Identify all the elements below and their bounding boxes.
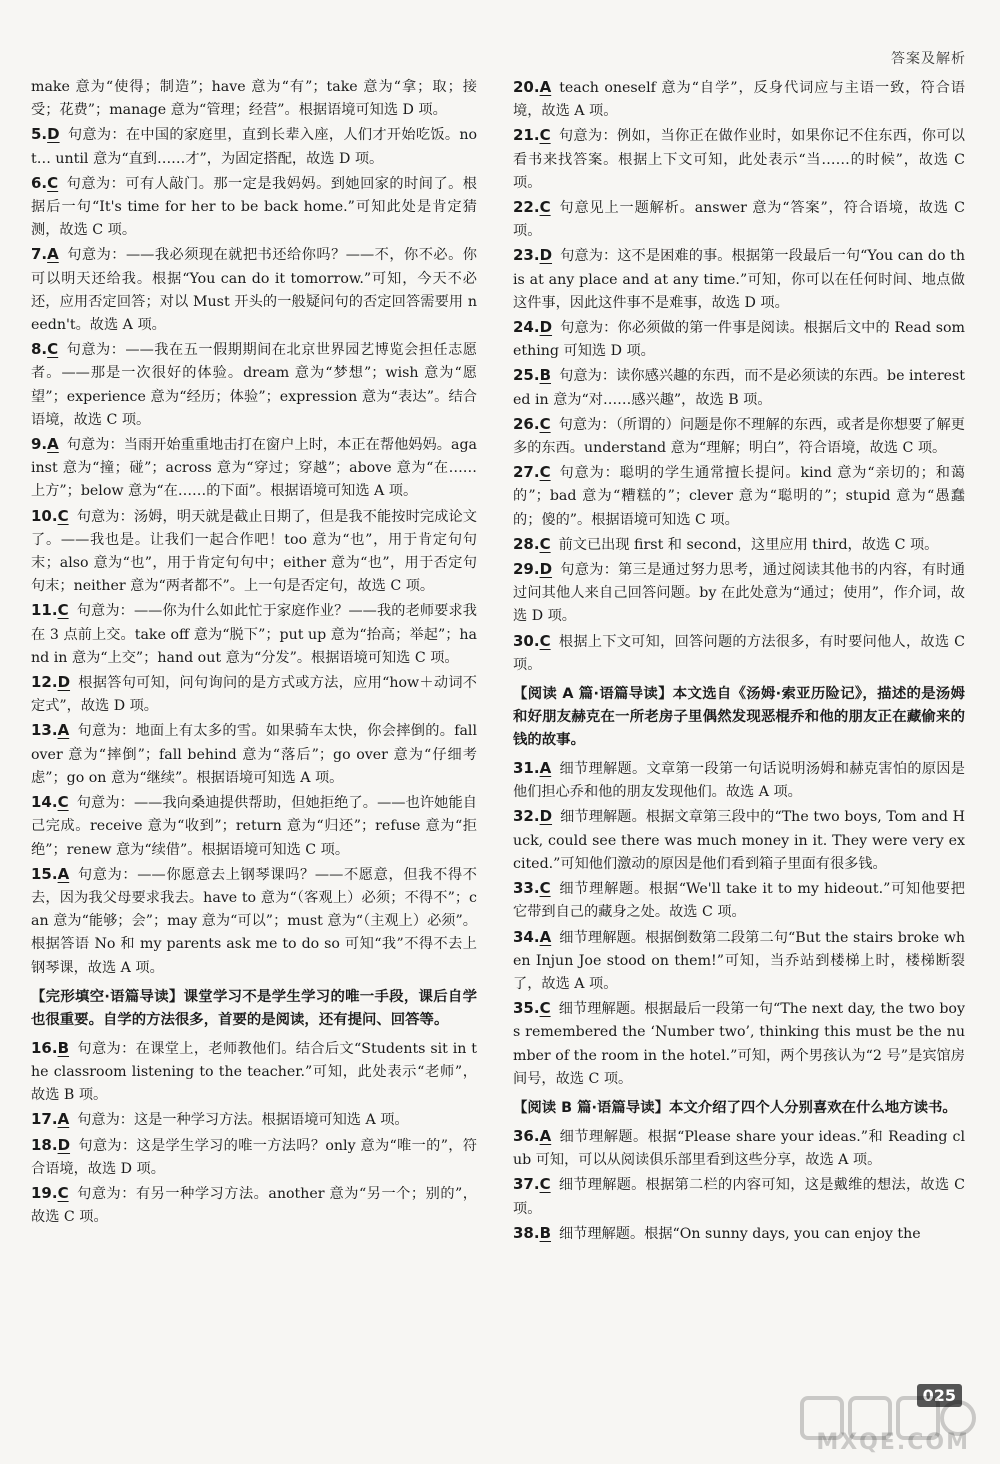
answer-item [31,671,477,718]
answer-letter: A [539,1126,552,1145]
answer-item [31,433,477,504]
question-number: 33. [513,879,540,898]
question-number: 14. [31,793,58,812]
answer-letter: A [47,245,59,264]
question-number: 5. [31,125,48,144]
answer-letter: C [539,999,551,1018]
answer-item [513,926,965,997]
answer-item [31,172,477,243]
answer-item [513,1125,965,1172]
explanation-text: 句意为：你必须做的第一件事是阅读。根据后文中的 Read something 可知选 D 项。 [513,320,965,360]
answer-item [31,719,477,790]
question-number: 15. [31,864,58,883]
answer-letter: B [539,1223,552,1242]
question-number: 9. [31,435,48,454]
section-heading: 【阅读 B 篇·语篇导读】本文介绍了四个人分别喜欢在什么地方读书。 [513,1099,957,1116]
answer-item [513,196,965,243]
explanation-text: 细节理解题。根据“We'll take it to my hideout.”可知他要把它带到自己的藏身之处。故选 C 项。 [513,881,965,921]
answer-item [31,505,477,599]
explanation-text: 句意见上一题解析。answer 意为“答案”，符合语境，故选 C 项。 [513,200,965,240]
question-number: 18. [31,1135,58,1154]
answer-letter: D [539,807,553,826]
question-number: 20. [513,78,540,96]
answer-letter: C [539,1175,551,1194]
answer-letter: A [47,435,59,454]
section-heading: 【阅读 A 篇·语篇导读】本文选自《汤姆·索亚历险记》，描述的是汤姆和好朋友赫克在一所老房子里偶然发现恶棍乔和他的朋友正在藏偷来的钱的故事。 [513,686,965,749]
question-number: 35. [513,999,540,1018]
question-number: 32. [513,807,540,826]
answer-letter: B [57,1038,70,1057]
explanation-text: 句意为：——我必须现在就把书还给你吗？——不，你不必。你可以明天还给我。根据“You can do it tomorrow.”可知，今天不必还，应用否定回答；对以 Must 开头的一般疑问句的否定回答需要用 needn't。故选 A 项。 [31,247,477,334]
answer-item [31,338,477,432]
answer-letter: C [539,534,551,553]
answer-item [31,1134,477,1181]
explanation-text: 根据答句可知，问句询问的是方式或方法，应用“how＋动词不定式”，故选 D 项。 [31,675,477,715]
explanation-text: 句意为：例如，当你正在做作业时，如果你记不住东西，你可以看书来找答案。根据上下文可知，此处表示“当……的时候”，故选 C 项。 [513,128,965,191]
watermark-text: MXQE.COM [816,1430,970,1455]
question-number: 19. [31,1183,58,1202]
question-number: 10. [31,506,58,525]
answer-letter: D [539,246,553,265]
answer-item [513,1222,965,1246]
answer-item [513,316,965,363]
page-header-title: 答案及解析 [891,51,966,67]
answer-letter: A [57,1110,70,1129]
question-number: 26. [513,414,540,433]
answer-item [513,805,965,876]
question-number: 31. [513,759,540,778]
question-number: 36. [513,1126,540,1145]
answer-item [513,997,965,1091]
explanation-text: 细节理解题。根据第二栏的内容可知，这是戴维的想法，故选 C 项。 [513,1177,965,1217]
question-number: 17. [31,1110,58,1129]
explanation-text: 句意为：在课堂上，老师教他们。结合后文“Students sit in the classroom listening to the teacher.”可知，此处表示“老师”，故选 B 项。 [31,1040,477,1104]
answer-letter: C [539,414,551,433]
explanation-text: 句意为：（所谓的）问题是你不理解的东西，或者是你想要了解更多的东西。understand 意为“理解；明白”，符合语境，故选 C 项。 [513,416,965,457]
answer-item [513,877,965,924]
page-number: 025 [917,1384,962,1407]
question-number: 27. [513,463,540,482]
answer-letter: A [539,759,552,778]
answer-item [31,1182,477,1229]
answer-letter: C [57,793,69,812]
section-heading: 【完形填空·语篇导读】课堂学习不是学生学习的唯一手段，课后自学也很重要。自学的方法很多，首要的是阅读，还有提问、回答等。 [31,988,477,1028]
question-number: 24. [513,318,540,337]
question-number: 34. [513,927,540,946]
answer-letter: A [57,721,70,740]
question-number: 37. [513,1175,540,1194]
question-number: 16. [31,1038,58,1057]
answer-letter: D [57,673,71,692]
answer-letter: C [539,879,551,898]
explanation-text: 句意为：——我在五一假期期间在北京世界园艺博览会担任志愿者。——那是一次很好的体验。dream 意为“梦想”；wish 意为“愿望”；experience 意为“经历；体验”；expression 意为“表达”。结合语境，故选 C 项。 [31,342,477,428]
answer-letter: B [539,366,552,385]
answer-item [31,791,477,862]
answer-item [513,364,965,411]
answer-letter: D [47,125,60,144]
answer-letter: C [539,463,551,482]
answer-item [31,863,477,980]
answer-item [31,1037,477,1108]
question-number: 7. [31,245,48,264]
answer-letter: D [57,1135,71,1154]
explanation-text: 句意为：聪明的学生通常擅长提问。kind 意为“亲切的；和蔼的”；bad 意为“糟糕的”；clever 意为“聪明的”；stupid 意为“愚蠢的；傻的”。根据语境可知选 C 项。 [513,465,965,528]
answer-letter: D [539,560,553,579]
explanation-text: 句意为：当雨开始重重地击打在窗户上时，本正在帮他妈妈。against 意为“撞；碰”；across 意为“穿过；穿越”；above 意为“在……上方”；below 意为“在……的下面”。根据语境可知选 A 项。 [31,437,477,500]
explanation-text: 句意为：这是一种学习方法。根据语境可知选 A 项。 [77,1112,409,1129]
answer-item [513,76,965,123]
answer-item [513,413,965,460]
explanation-text: 句意为：第三是通过努力思考，通过阅读其他书的内容，有时通过问其他人来自己回答问题。by 在此处意为“通过；使用”，作介词，故选 D 项。 [513,562,965,625]
answer-item [513,124,965,195]
answer-item [513,1173,965,1220]
answer-letter: C [47,173,59,192]
explanation-text: 细节理解题。根据文章第三段中的“The two boys, Tom and Huck, could see there was much money in it. They were very excited.”可知他们激动的原因是他们看到箱子里面有很多钱。 [513,809,965,872]
explanation-text: 句意为：这是学生学习的唯一方法吗？only 意为“唯一的”，符合语境，故选 D 项。 [31,1137,477,1177]
answer-item [513,533,965,557]
answer-item [513,461,965,532]
question-number: 22. [513,198,540,217]
right-column [513,76,965,1247]
answer-letter: A [539,78,552,96]
explanation-text: 句意为：汤姆，明天就是截止日期了，但是我不能按时完成论文了。——我也是。让我们一起合作吧！too 意为“也”，用于肯定句句末；also 意为“也”，用于肯定句句中；either 意为“也”，用于否定句句末；neither 意为“两者都不”。上一句是否定句，故选 C 项。 [31,508,477,595]
left-column [31,76,477,1230]
question-number: 11. [31,601,58,620]
answer-letter: A [539,927,552,946]
question-number: 8. [31,340,48,359]
question-number: 6. [31,173,48,192]
question-number: 23. [513,246,540,265]
explanation-text: teach oneself 意为“自学”，反身代词应与主语一致，符合语境，故选 A 项。 [513,80,965,120]
explanation-text: 句意为：读你感兴趣的东西，而不是必须读的东西。be interested in 意为“对……感兴趣”，故选 B 项。 [513,368,965,408]
explanation-text: 句意为：有另一种学习方法。another 意为“另一个；别的”，故选 C 项。 [31,1185,477,1226]
answer-letter: D [539,318,553,337]
explanation-text: 句意为：地面上有太多的雪。如果骑车太快，你会摔倒的。fall over 意为“摔倒”；fall behind 意为“落后”；go over 意为“仔细考虑”；go on 意为“继续”。根据语境可知选 A 项。 [31,723,477,786]
explanation-text: 细节理解题。根据“Please share your ideas.”和 Reading club 可知，可以从阅读俱乐部里看到这些分享，故选 A 项。 [513,1128,965,1169]
explanation-text: 句意为：可有人敲门。那一定是我妈妈。到她回家的时间了。根据后一句“It's time for her to be back home.”可知此处是肯定猜测，故选 C 项。 [31,175,477,239]
explanation-text: 细节理解题。根据“On sunny days, you can enjoy the [559,1225,921,1242]
answer-letter: C [47,340,59,359]
explanation-text: 句意为：在中国的家庭里，直到长辈入座，人们才开始吃饭。not… until 意为“直到……才”，为固定搭配，故选 D 项。 [31,127,477,167]
answer-item [31,123,477,170]
answer-item [31,599,477,670]
answer-item [513,630,965,677]
explanation-text: 句意为：——你愿意去上钢琴课吗？——不愿意，但我不得不去，因为我父母要求我去。have to 意为“（客观上）必须；不得不”；can 意为“能够；会”；may 意为“可以”；must 意为“（主观上）必须”。根据答语 No 和 my parents ask me to do so 可知“我”不得不去上钢琴课，故选 A 项。 [31,866,477,976]
explanation-text: 前文已出现 first 和 second，这里应用 third，故选 C 项。 [558,536,939,553]
explanation-text: 根据上下文可知，回答问题的方法很多，有时要问他人，故选 C 项。 [513,633,965,673]
question-number: 28. [513,534,540,553]
answer-letter: C [57,1183,69,1202]
explanation-text: 细节理解题。根据倒数第二段第二句“But the stairs broke when Injun Joe stood on them!”可知，当乔站到楼梯上时，楼梯断裂了，故选 A 项。 [513,929,965,992]
continued-text: make 意为“使得；制造”；have 意为“有”；take 意为“拿；取；接受；花费”；manage 意为“管理；经营”。根据语境可知选 D 项。 [31,79,477,119]
answer-item [513,244,965,315]
answer-letter: C [539,631,551,650]
question-number: 25. [513,366,540,385]
explanation-text: 句意为：这不是困难的事。根据第一段最后一句“You can do this at any place and at any time.”可知，你可以在任何时间、地点做这件事，因此这件事不是难事，故选 D 项。 [513,248,965,311]
explanation-text: 细节理解题。文章第一段第一句话说明汤姆和赫克害怕的原因是他们担心乔和他的朋友发现他们。故选 A 项。 [513,761,965,801]
question-number: 38. [513,1223,540,1242]
answer-letter: C [539,198,551,217]
explanation-text: 句意为：——我向桑迪提供帮助，但她拒绝了。——也许她能自己完成。receive 意为“收到”；return 意为“归还”；refuse 意为“拒绝”；renew 意为“续借”。根据语境可知选 C 项。 [31,795,477,858]
answer-letter: A [57,864,70,883]
answer-letter: C [57,601,69,620]
question-number: 30. [513,631,540,650]
answer-item [513,558,965,629]
answer-letter: C [57,506,69,525]
explanation-text: 细节理解题。根据最后一段第一句“The next day, the two boys remembered the ‘Number two’, thinking this must be the number of the room in the hotel.”可知，两个男孩认为“2 号”是宾馆房间号，故选 C 项。 [513,1001,965,1087]
question-number: 12. [31,673,58,692]
answer-item [31,243,477,337]
explanation-text: 句意为：——你为什么如此忙于家庭作业？——我的老师要求我在 3 点前上交。take off 意为“脱下”；put up 意为“抬高；举起”；hand in 意为“上交”；hand out 意为“分发”。根据语境可知选 C 项。 [31,603,477,666]
answer-item [31,1108,477,1132]
answer-item [513,757,965,804]
question-number: 13. [31,721,58,740]
answer-letter: C [539,126,551,145]
question-number: 29. [513,560,540,579]
question-number: 21. [513,126,540,145]
